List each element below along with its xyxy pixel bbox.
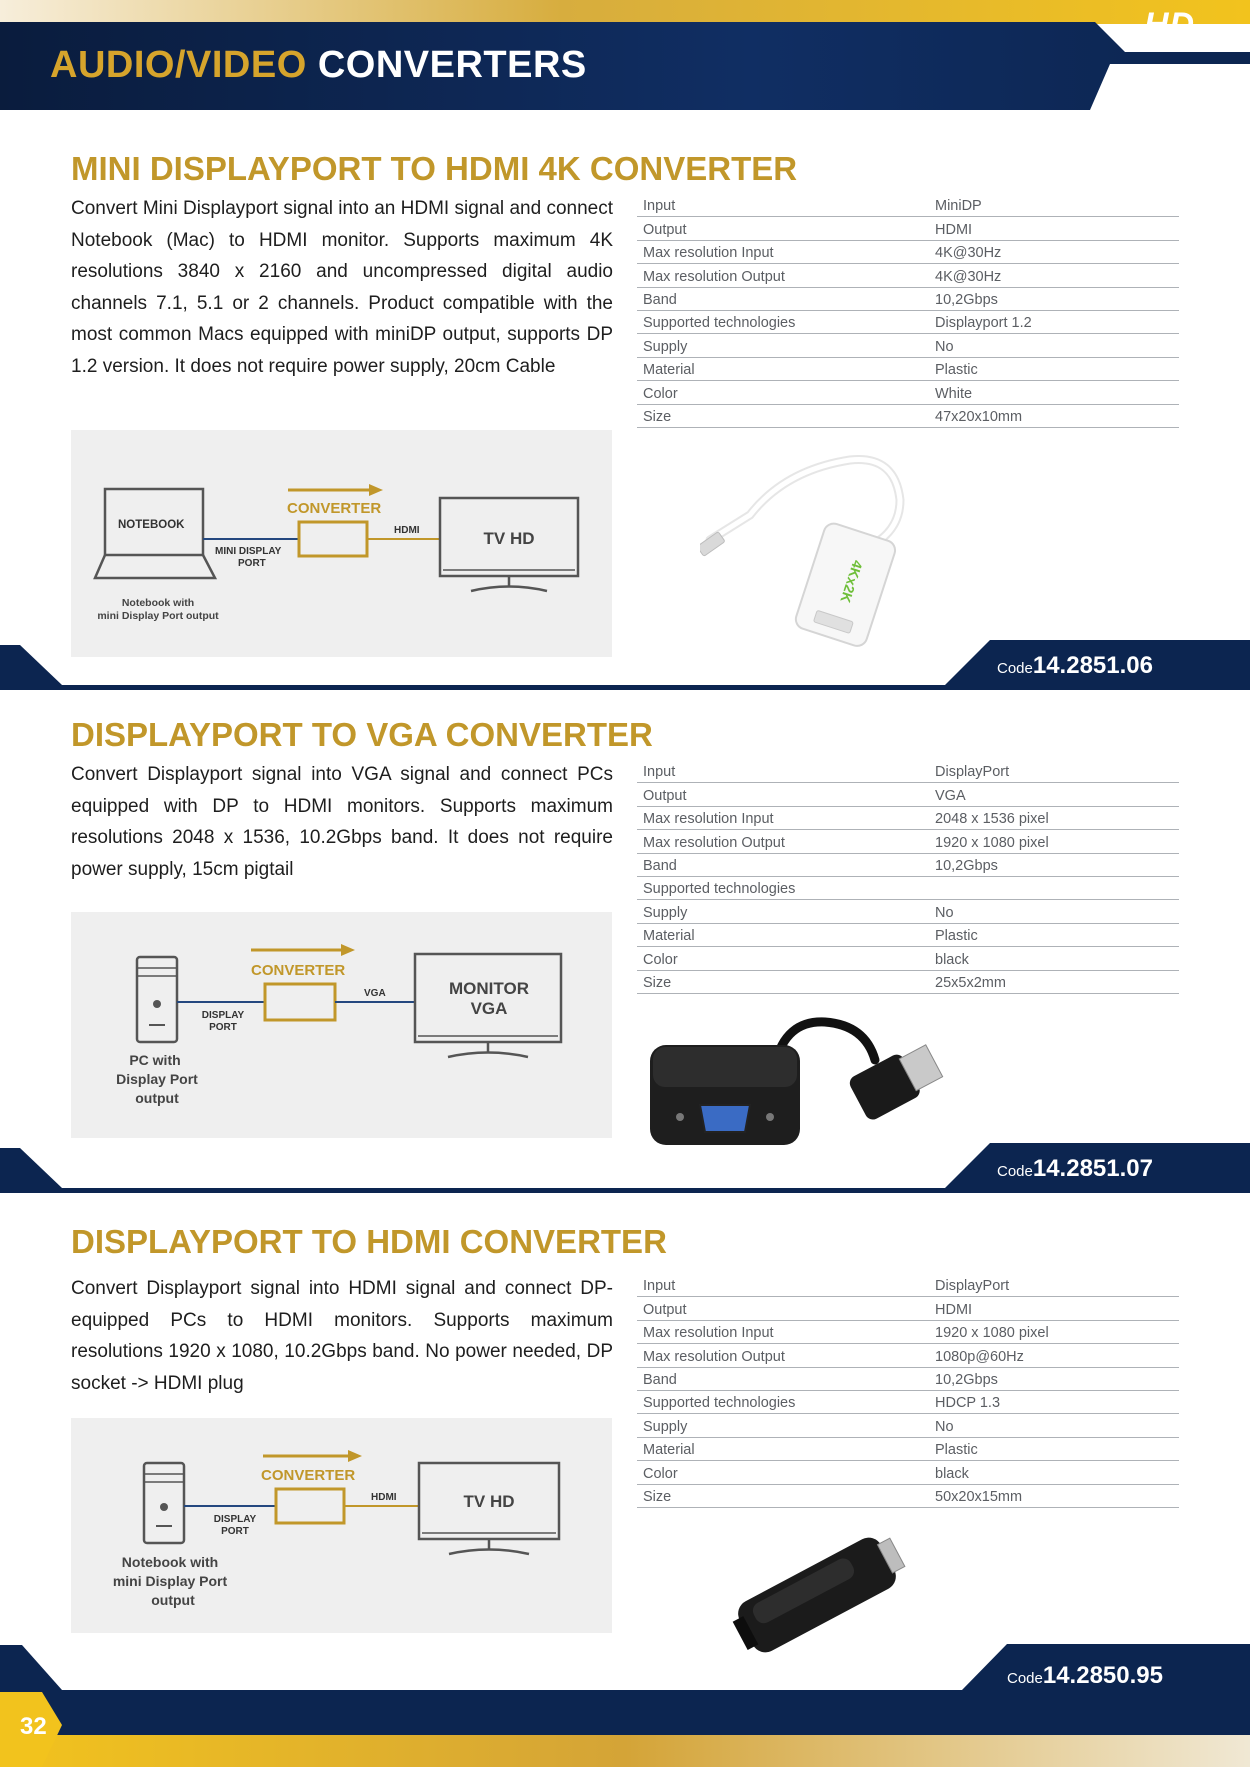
diagram-in-port-label: MINI DISPLAY bbox=[215, 546, 282, 557]
spec-label: Supported technologies bbox=[643, 881, 796, 898]
spec-row bbox=[637, 288, 1179, 311]
spec-label: Output bbox=[643, 787, 687, 804]
connection-diagram bbox=[71, 1418, 612, 1633]
product-print: 4Kx2K bbox=[837, 558, 867, 605]
spec-value: 10,2Gbps bbox=[935, 291, 998, 308]
diagram-out-port-label: HDMI bbox=[394, 525, 420, 536]
spec-label: Supported technologies bbox=[643, 315, 796, 332]
spec-value: VGA bbox=[935, 787, 966, 804]
spec-label: Max resolution Output bbox=[643, 1348, 785, 1365]
diagram-display-label: MONITOR bbox=[449, 979, 529, 998]
spec-label: Supported technologies bbox=[643, 1395, 796, 1412]
converter-box bbox=[276, 1489, 344, 1523]
spec-label: Max resolution Output bbox=[643, 834, 785, 851]
diagram-source-caption: Notebook with bbox=[121, 1554, 219, 1570]
spec-label: Material bbox=[643, 928, 695, 945]
spec-value: 2048 x 1536 pixel bbox=[935, 811, 1049, 828]
page-title: AUDIO/VIDEO CONVERTERS bbox=[50, 44, 587, 86]
notebook-icon bbox=[95, 489, 215, 578]
spec-row bbox=[637, 783, 1179, 806]
spec-table bbox=[637, 194, 1179, 428]
diagram-display-label: VGA bbox=[470, 999, 508, 1018]
spec-row bbox=[637, 334, 1179, 357]
spec-value: black bbox=[935, 951, 969, 968]
arrow-right-icon bbox=[288, 484, 383, 496]
spec-label: Size bbox=[643, 974, 672, 991]
spec-value: Displayport 1.2 bbox=[935, 315, 1032, 332]
spec-label: Output bbox=[643, 221, 687, 238]
spec-label: Size bbox=[643, 408, 672, 425]
connection-diagram bbox=[71, 912, 612, 1138]
diagram-out-port-label: VGA bbox=[364, 988, 386, 999]
spec-row bbox=[637, 971, 1179, 994]
spec-row bbox=[637, 1391, 1179, 1414]
spec-label: Color bbox=[643, 951, 678, 968]
diagram-source-caption: output bbox=[135, 1090, 179, 1106]
diagram-source-caption: output bbox=[151, 1592, 195, 1608]
product-title: DISPLAYPORT TO HDMI CONVERTER bbox=[71, 1223, 667, 1260]
spec-row bbox=[637, 311, 1179, 334]
spec-value: No bbox=[935, 338, 954, 355]
diagram-converter-label: CONVERTER bbox=[261, 1467, 356, 1484]
spec-label: Supply bbox=[643, 904, 688, 921]
spec-value: 25x5x2mm bbox=[935, 974, 1006, 991]
spec-label: Output bbox=[643, 1301, 687, 1318]
spec-row bbox=[637, 1344, 1179, 1367]
spec-row bbox=[637, 217, 1179, 240]
spec-label: Material bbox=[643, 1442, 695, 1459]
spec-value: Plastic bbox=[935, 1442, 978, 1459]
diagram-display-label: TV HD bbox=[463, 1492, 515, 1511]
spec-row bbox=[637, 947, 1179, 970]
diagram-in-port-label: PORT bbox=[221, 1526, 249, 1537]
spec-row bbox=[637, 405, 1179, 428]
spec-label: Max resolution Input bbox=[643, 1325, 774, 1342]
diagram-out-port-label: HDMI bbox=[371, 1492, 397, 1503]
diagram-source-caption: PC with bbox=[129, 1052, 181, 1068]
product-code: Code14.2851.06 bbox=[997, 652, 1153, 679]
spec-row bbox=[637, 1297, 1179, 1320]
diagram-source-caption: Notebook with bbox=[121, 597, 195, 609]
spec-label: Color bbox=[643, 385, 678, 402]
diagram-in-port-label: DISPLAY bbox=[201, 1010, 245, 1021]
spec-label: Max resolution Output bbox=[643, 268, 785, 285]
diagram-source-caption: mini Display Port output bbox=[97, 610, 219, 622]
spec-value: 10,2Gbps bbox=[935, 1371, 998, 1388]
spec-row bbox=[637, 830, 1179, 853]
diagram-in-port-label: PORT bbox=[238, 558, 266, 569]
pc-tower-icon bbox=[137, 957, 177, 1042]
product-description: Convert Displayport signal into HDMI signal and connect DP-equipped PCs to HDMI monitors. Supports maximum resolutions 1920 x 1080, 10.2Gbps band. No power needed, DP socket -> HDMI plug bbox=[71, 1278, 613, 1394]
spec-value: 1080p@60Hz bbox=[935, 1348, 1024, 1365]
spec-row bbox=[637, 381, 1179, 404]
product-code: Code14.2850.95 bbox=[1007, 1662, 1163, 1689]
spec-label: Input bbox=[643, 764, 676, 781]
spec-row bbox=[637, 241, 1179, 264]
spec-table bbox=[637, 760, 1179, 994]
diagram-converter-label: CONVERTER bbox=[287, 500, 382, 517]
spec-row bbox=[637, 1274, 1179, 1297]
spec-label: Supply bbox=[643, 338, 688, 355]
spec-value: Plastic bbox=[935, 362, 978, 379]
spec-row bbox=[637, 264, 1179, 287]
spec-row bbox=[637, 807, 1179, 830]
spec-row bbox=[637, 1438, 1179, 1461]
spec-label: Supply bbox=[643, 1418, 688, 1435]
spec-row bbox=[637, 924, 1179, 947]
spec-value: HDMI bbox=[935, 221, 973, 238]
spec-value: HDMI bbox=[935, 1301, 973, 1318]
diagram-source-caption: mini Display Port bbox=[112, 1573, 228, 1589]
product-code: Code14.2851.07 bbox=[997, 1155, 1153, 1182]
spec-label: Input bbox=[643, 1278, 676, 1295]
spec-value: 4K@30Hz bbox=[935, 268, 1002, 285]
spec-label: Color bbox=[643, 1465, 678, 1482]
header-gold-stripe bbox=[0, 0, 1250, 24]
spec-row bbox=[637, 900, 1179, 923]
spec-value: MiniDP bbox=[935, 198, 982, 215]
diagram-in-port-label: DISPLAY bbox=[213, 1514, 257, 1525]
spec-label: Material bbox=[643, 362, 695, 379]
spec-row bbox=[637, 760, 1179, 783]
diagram-in-port-label: PORT bbox=[209, 1022, 237, 1033]
spec-value: black bbox=[935, 1465, 969, 1482]
spec-row bbox=[637, 1461, 1179, 1484]
spec-value: White bbox=[935, 385, 973, 402]
hd-logo: HD bbox=[1144, 6, 1196, 44]
spec-table bbox=[637, 1274, 1179, 1508]
spec-label: Band bbox=[643, 291, 677, 308]
arrow-right-icon bbox=[263, 1450, 362, 1462]
spec-label: Input bbox=[643, 198, 676, 215]
product-title: MINI DISPLAYPORT TO HDMI 4K CONVERTER bbox=[71, 150, 798, 187]
product-photo-minidp-hdmi bbox=[700, 440, 920, 650]
diagram-source-label: NOTEBOOK bbox=[118, 519, 185, 531]
product-photo-dp-vga bbox=[645, 1010, 945, 1150]
page-number: 32 bbox=[20, 1713, 47, 1740]
spec-value: 1920 x 1080 pixel bbox=[935, 1325, 1049, 1342]
spec-value: 47x20x10mm bbox=[935, 408, 1023, 425]
product-description: Convert Mini Displayport signal into an HDMI signal and connect Notebook (Mac) to HDMI monitor. Supports maximum 4K resolutions 3840 x 2160 and uncompressed digital audio channels 7.1, 5.1 or 2 channels. Product compatible with the most common Macs equipped with miniDP output, supports DP 1.2 version. It does not require power supply, 20cm Cable bbox=[71, 198, 613, 377]
spec-row bbox=[637, 1321, 1179, 1344]
footer-band bbox=[0, 1640, 1250, 1767]
spec-row bbox=[637, 194, 1179, 217]
spec-value: 50x20x15mm bbox=[935, 1488, 1023, 1505]
spec-value: 4K@30Hz bbox=[935, 245, 1002, 262]
diagram-converter-label: CONVERTER bbox=[251, 962, 346, 979]
product-title: DISPLAYPORT TO VGA CONVERTER bbox=[71, 716, 653, 753]
spec-label: Band bbox=[643, 857, 677, 874]
spec-label: Band bbox=[643, 1371, 677, 1388]
spec-value: No bbox=[935, 1418, 954, 1435]
connection-diagram bbox=[71, 430, 612, 657]
converter-box bbox=[265, 984, 335, 1020]
spec-label: Max resolution Input bbox=[643, 811, 774, 828]
arrow-right-icon bbox=[251, 944, 355, 956]
spec-value: 1920 x 1080 pixel bbox=[935, 834, 1049, 851]
spec-row bbox=[637, 358, 1179, 381]
spec-row bbox=[637, 1414, 1179, 1437]
spec-value: Plastic bbox=[935, 928, 978, 945]
spec-value: DisplayPort bbox=[935, 764, 1010, 781]
spec-value: DisplayPort bbox=[935, 1278, 1010, 1295]
spec-value: HDCP 1.3 bbox=[935, 1395, 1001, 1412]
spec-label: Size bbox=[643, 1488, 672, 1505]
spec-row bbox=[637, 877, 1179, 900]
converter-box bbox=[299, 522, 367, 556]
product-description: Convert Displayport signal into VGA signal and connect PCs equipped with DP to HDMI monitors. Supports maximum resolutions 2048 x 1536, 10.2Gbps band. It does not require power supply, 15cm pigtail bbox=[71, 764, 613, 880]
spec-row bbox=[637, 1368, 1179, 1391]
diagram-display-label: TV HD bbox=[483, 529, 535, 548]
spec-row bbox=[637, 854, 1179, 877]
spec-row bbox=[637, 1485, 1179, 1508]
spec-value: No bbox=[935, 904, 954, 921]
spec-label: Max resolution Input bbox=[643, 245, 774, 262]
spec-value: 10,2Gbps bbox=[935, 857, 998, 874]
diagram-source-caption: Display Port bbox=[116, 1071, 198, 1087]
